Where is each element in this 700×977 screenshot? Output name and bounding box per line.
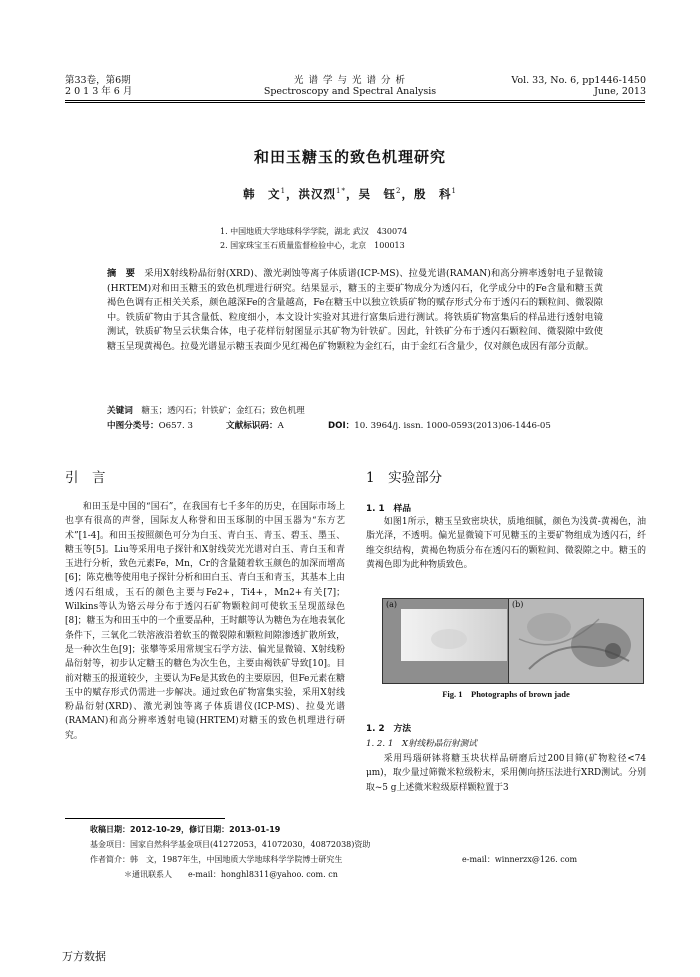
micrograph-image — [509, 599, 643, 683]
keywords — [107, 405, 305, 417]
section-1-2-title: 1. 2 方法 — [366, 724, 412, 734]
author-affil-mark: 1* — [336, 187, 346, 196]
jade-sample-image — [383, 599, 517, 683]
clc-label: 中图分类号： — [107, 421, 159, 431]
document-code — [226, 420, 284, 432]
footnote-author-email: e-mail：winnerzx@126. com — [462, 855, 578, 864]
figure-1a-label: (a) — [386, 600, 398, 609]
author-list: 韩 文$^1$，洪汉烈$^{1*}$，吴 钰$^2$，殷 科$^1$ — [243, 187, 457, 201]
keywords-label: 关键词 — [107, 406, 133, 416]
doc-value: A — [277, 421, 284, 431]
figure-1a-photo — [382, 598, 518, 684]
fund-text: 基金项目：国家自然科学基金项目(41272053，41072030，40872038)资助 — [90, 840, 371, 849]
header-volume-en: Vol. 33, No. 6, pp1446-1450 — [511, 75, 646, 86]
section-1-1-title: 1. 1 样品 — [366, 504, 412, 514]
footnote-rule — [65, 818, 225, 819]
footnote-author — [90, 853, 342, 866]
figure-1b-label: (b) — [512, 600, 524, 609]
header-rule — [65, 100, 645, 101]
intro-paragraph: 和田玉是中国的“国石”，在我国有七千多年的历史，在国际市场上也享有很高的声誉，国际友人称誉和田玉琢制的中国玉器为“东方艺术”[1-4]。和田玉按照颜色可分为白玉、青白玉、青玉、碧玉、墨玉、糖玉等[5]。Liu等采用电子探针和X射线荧光光谱对白玉、青白玉和青玉进行分析，致色元素Fe，Mn，Cr的含量随着软玉颜色的加深而增高[6]；陈克樵等使用电子探针分析和田白玉、青白玉和青玉，其基本上由透闪石组成，玉石的颜色主要与Fe2+，Ti4+，Mn2+有关[7]；Wilkins等认为铬云母分布于透闪石矿物颗粒间可使软玉呈现蓝绿色[8]；糖玉为和田玉中的一个重要品种，王时麒等认为糖色为在地表氧化条件下，三氧化二铁溶液沿着软玉的微裂隙和颗粒间隙渗透扩散所致，是一种次生色[9]；张攀等采用常规宝石学方法、偏光显微镜、X射线粉晶衍射等，初步认定糖玉的糖色为次生色，主要由褐铁矿导致[10]。目前对糖玉的报道较少，主要认为Fe是其致色的主要原因，但Fe元素在糖玉中的赋存形式仍需进一步解决。通过致色矿物富集实验，采用X射线粉晶衍射(XRD)、激光剥蚀等离子体质谱仪(ICP-MS)、拉曼光谱(RAMAN)和高分辨率透射电镜(HRTEM)对糖玉的致色机理进行研究。 — [65, 502, 345, 741]
keywords-text: 糖玉；透闪石；针铁矿；金红石；致色机理 — [141, 406, 305, 416]
doi-label: DOI： — [328, 421, 355, 431]
author-affil-mark: 1 — [280, 187, 287, 196]
abstract — [107, 267, 603, 355]
intro-heading: 引 言 — [65, 470, 106, 486]
received-dates: 收稿日期：2012-10-29，修订日期：2013-01-19 — [90, 825, 281, 834]
header-date-en: June, 2013 — [594, 86, 646, 97]
section-1-2-1-text: 采用玛瑙研钵将糖玉块状样品研磨后过200目筛(矿物粒径<74 μm)，取少量过筛微米粒级粉末，采用侧向挤压法进行XRD测试。分别取~5 g上述微米粒级原样颗粒置于3 — [366, 754, 646, 793]
abstract-label: 摘 要 — [107, 268, 136, 279]
author-affil-mark: 2 — [396, 187, 402, 196]
figure-1-caption: Fig. 1 Photographs of brown jade — [442, 689, 570, 699]
doi — [328, 420, 551, 432]
section-1-1-text: 如图1所示，糖玉呈致密块状，质地细腻，颜色为浅黄-黄褐色，油脂光泽，不透明。偏光显微镜下可见糖玉的主要矿物组成为透闪石，纤维交织结构，黄褐色物质分布在透闪石的颗粒间、微裂隙之中。糖玉的黄褐色即为此种物质致色。 — [366, 517, 646, 570]
header-rule-thin — [65, 102, 645, 103]
header-date-cn: 2 0 1 3 年 6 月 — [65, 86, 133, 97]
section-1-2-1-title: 1. 2. 1 X射线粉晶衍射测试 — [366, 739, 477, 749]
watermark-text: 万方数据 — [62, 950, 106, 963]
paper-title: 和田玉糖玉的致色机理研究 — [253, 148, 446, 166]
header-journal-en: Spectroscopy and Spectral Analysis — [263, 86, 437, 97]
author-name: 洪汉烈 — [298, 187, 337, 201]
doc-label: 文献标识码： — [226, 421, 278, 431]
author-bio: 作者简介：韩 文，1987年生，中国地质大学地球科学学院博士研究生 — [90, 855, 343, 864]
author-name: 韩 文 — [243, 187, 281, 201]
abstract-text: 采用X射线粉晶衍射(XRD)、激光剥蚀等离子体质谱(ICP-MS)、拉曼光谱(RAMAN)和高分辨率透射电子显微镜(HRTEM)对和田玉糖玉的致色机理进行研究。结果显示，糖玉的主要矿物成分为透闪石，化学成分中的Fe含量和糖玉黄褐色色调有正相关关系，颜色越深Fe的含量越高，Fe在糖玉中以独立铁质矿物的赋存形式分布于透闪石的颗粒间、微裂隙中。铁质矿物由于其含量低、粒度细小，本文设计实验对其进行富集后进行测试。将铁质矿物富集后的样品进行透射电镜测试，铁质矿物呈云状集合体，电子花样衍射图显示其矿物为针铁矿。因此，针铁矿分布于透闪石颗粒间、微裂隙中致使糖玉呈现黄褐色。拉曼光谱显示糖玉表面少见红褐色矿物颗粒为金红石，由于金红石含量少，仅对颜色成因有部分贡献。 — [107, 268, 604, 352]
author-affil-mark: 1 — [451, 187, 457, 196]
clc-number — [107, 420, 193, 432]
footnote-received — [90, 823, 280, 836]
author-name: 吴 钰 — [358, 187, 396, 201]
header-journal-cn: 光 谱 学 与 光 谱 分 析 — [293, 75, 407, 86]
clc-value: O657. 3 — [158, 421, 193, 431]
footnote-fund — [90, 838, 370, 851]
doi-value: 10. 3964/j. issn. 1000-0593(2013)06-1446-05 — [354, 421, 551, 431]
experiment-heading: 1 实验部分 — [366, 470, 443, 486]
affiliation-1: 1. 中国地质大学地球科学学院，湖北 武汉 430074 — [220, 227, 408, 236]
header-volume-cn: 第33卷，第6期 — [65, 75, 131, 86]
author-name: 殷 科 — [413, 187, 452, 201]
affiliation-2: 2. 国家珠宝玉石质量监督检验中心，北京 100013 — [220, 241, 405, 250]
footnote-corresponding: ＊通讯联系人 e-mail：honghl8311@yahoo. com. cn — [124, 870, 338, 879]
figure-1b-photo — [508, 598, 644, 684]
